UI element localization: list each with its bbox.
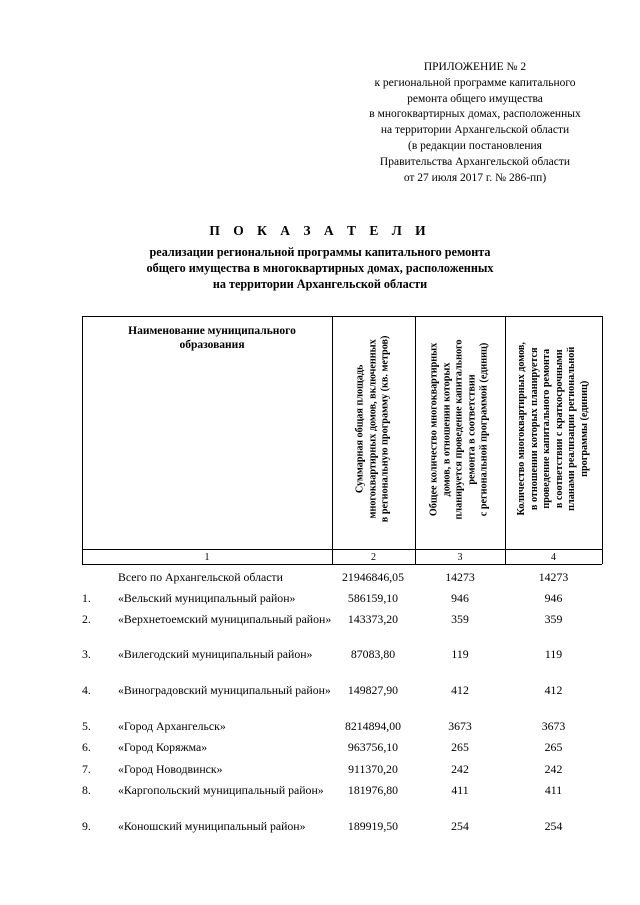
row-houses: 3673 xyxy=(448,719,472,733)
row-short-term: 265 xyxy=(544,740,563,754)
title-line: общего имущества в многоквартирных домах, расположенных xyxy=(146,260,494,275)
row-houses: 242 xyxy=(451,762,469,776)
row-short-term: 3673 xyxy=(541,719,566,733)
row-area: 181976,80 xyxy=(347,783,399,797)
row-short-term: 242 xyxy=(544,762,563,776)
table-border-numbers-bottom xyxy=(82,564,602,565)
row-number: 3. xyxy=(82,647,91,661)
row-short-term: 412 xyxy=(544,683,563,697)
appendix-line: от 27 июля 2017 г. № 286-пп) xyxy=(403,171,547,184)
table-header xyxy=(82,316,602,565)
column-header-area: Суммарная общая площадь многоквартирных домов, включенных в региональную программу (кв. метров) xyxy=(354,335,391,523)
row-houses: 411 xyxy=(451,783,469,797)
row-name: «Коношский муниципальный район» xyxy=(118,819,306,833)
row-short-term: 119 xyxy=(544,647,563,661)
row-name: «Вилегодский муниципальный район» xyxy=(118,647,313,661)
row-area: 911370,20 xyxy=(348,762,398,776)
appendix-line: к региональной программе капитального xyxy=(374,76,576,89)
row-houses: 412 xyxy=(451,683,469,697)
row-short-term: 946 xyxy=(544,591,563,605)
row-short-term: 359 xyxy=(544,612,563,626)
appendix-line: Правительства Архангельской области xyxy=(379,155,571,168)
column-number: 2 xyxy=(371,552,376,563)
row-name: «Верхнетоемский муниципальный район» xyxy=(118,612,332,626)
title-line: на территории Архангельской области xyxy=(212,276,428,291)
column-header-name: Наименование муниципального образования xyxy=(128,325,296,351)
row-number: 2. xyxy=(82,612,91,626)
row-name: Всего по Архангельской области xyxy=(118,570,283,584)
row-name: «Виноградовский муниципальный район» xyxy=(118,683,331,697)
table-border-header-bottom xyxy=(82,549,602,550)
row-houses: 359 xyxy=(451,612,469,626)
title-heading: П О К А З А Т Е Л И xyxy=(209,223,431,238)
row-houses: 14273 xyxy=(445,570,475,584)
row-area: 149827,90 xyxy=(347,683,399,697)
row-number: 8. xyxy=(82,783,91,797)
row-area: 963756,10 xyxy=(347,740,399,754)
column-header-houses-short-term: Количество многоквартирных домов, в отношении которых планируется проведение капитального ремонта в соответствии с краткосрочными планами реализации региональной программы (единиц) xyxy=(515,342,590,516)
appendix-line: ПРИЛОЖЕНИЕ № 2 xyxy=(423,61,527,73)
row-area: 586159,10 xyxy=(347,591,399,605)
row-name: «Город Коряжма» xyxy=(118,740,208,754)
document-title xyxy=(0,223,640,292)
appendix-line: ремонта общего имущества xyxy=(407,92,543,105)
row-houses: 946 xyxy=(451,591,469,605)
row-number: 5. xyxy=(82,719,91,733)
row-area: 21946846,05 xyxy=(342,570,404,584)
column-header-houses-total: Общее количество многоквартирных домов, в отношении которых планируется проведение капитального ремонта в соответствии с региональной программой (единиц) xyxy=(428,339,490,519)
row-number: 9. xyxy=(82,819,91,833)
column-number: 1 xyxy=(204,552,210,563)
appendix-line: в многоквартирных домах, расположенных xyxy=(369,108,581,121)
row-name: «Вельский муниципальный район» xyxy=(118,591,296,605)
title-line: реализации региональной программы капитального ремонта xyxy=(149,245,491,259)
appendix-line: на территории Архангельской области xyxy=(380,124,570,137)
row-houses: 119 xyxy=(451,647,469,661)
row-name: «Город Архангельск» xyxy=(118,719,226,733)
table-border-left xyxy=(82,316,83,564)
row-short-term: 411 xyxy=(544,783,563,797)
row-name: «Город Новодвинск» xyxy=(118,762,223,776)
column-number: 4 xyxy=(551,552,556,563)
row-houses: 254 xyxy=(451,819,469,833)
appendix-line: (в редакции постановления xyxy=(408,139,542,152)
row-short-term: 254 xyxy=(544,819,563,833)
row-number: 1. xyxy=(82,591,91,605)
row-short-term: 14273 xyxy=(538,570,569,584)
row-area: 189919,50 xyxy=(347,819,399,833)
row-number: 4. xyxy=(82,683,91,697)
row-area: 8214894,00 xyxy=(344,719,402,733)
row-number: 6. xyxy=(82,740,91,754)
row-area: 143373,20 xyxy=(347,612,399,626)
row-number: 7. xyxy=(82,762,91,776)
row-area: 87083,80 xyxy=(350,647,396,661)
row-name: «Каргопольский муниципальный район» xyxy=(118,783,324,797)
row-houses: 265 xyxy=(451,740,469,754)
table-border-right xyxy=(602,316,603,564)
appendix-header xyxy=(340,60,610,186)
column-number: 3 xyxy=(457,552,463,563)
